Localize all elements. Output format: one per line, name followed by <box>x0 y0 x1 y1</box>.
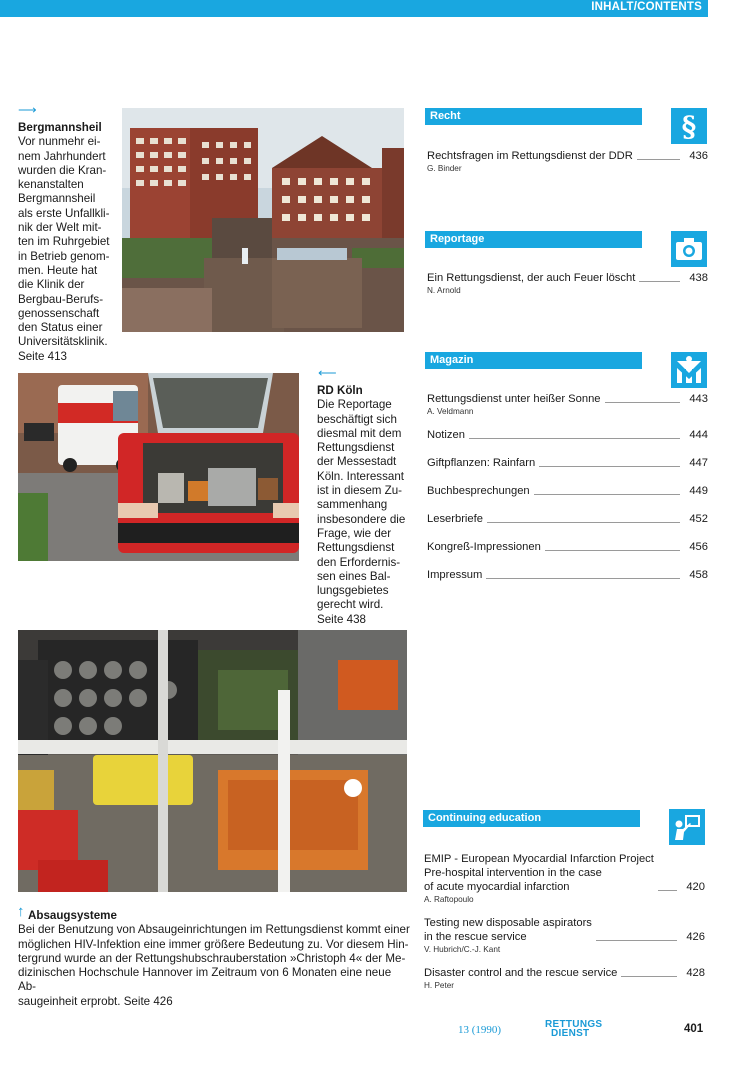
toc-title: Notizen <box>427 429 465 441</box>
toc-author: H. Peter <box>424 981 455 990</box>
header-bar <box>0 0 708 17</box>
toc-title: Disaster control and the rescue service <box>424 967 618 979</box>
toc-page: 444 <box>689 429 708 441</box>
section-label: Continuing education <box>428 812 542 824</box>
leader-dots <box>486 578 680 579</box>
feature-title: Bergmannsheil <box>18 121 102 134</box>
toc-entry[interactable] <box>427 512 708 526</box>
header-title: INHALT/CONTENTS <box>591 1 702 13</box>
toc-entry[interactable] <box>427 428 708 442</box>
toc-page: 436 <box>689 150 708 162</box>
toc-title: Leserbriefe <box>427 513 483 525</box>
arrow-left-icon: ⟵ <box>318 365 337 380</box>
toc-entry[interactable] <box>427 540 708 554</box>
toc-page: 426 <box>686 931 705 943</box>
feature-title: Absaugsysteme <box>28 909 117 922</box>
section-label: Recht <box>430 110 461 122</box>
feature-text: Vor nunmehr ei- nem Jahrhundert wurden die Kran- kenanstalten Bergmannsheil als erste Unfallkli- nik der Welt mit- ten im Ruhrgebiet in Betrieb genom- men. Heute hat die Klinik der Bergbau-Berufs- genossenschaft den Status einer Universitätsklinik. Seite 413 <box>18 135 110 363</box>
logo-bottom-text: DIENST <box>551 1028 590 1039</box>
feature-title: RD Köln <box>317 384 363 397</box>
arrow-up-icon: ↑ <box>17 903 25 920</box>
toc-title: Testing new disposable aspirators in the rescue service <box>424 917 592 943</box>
toc-entry[interactable] <box>427 484 708 498</box>
toc-page: 452 <box>689 513 708 525</box>
toc-entry[interactable] <box>424 966 705 991</box>
toc-title: Rechtsfragen im Rettungsdienst der DDR <box>427 150 633 162</box>
feature-text: Die Reportage beschäftigt sich diesmal mit dem Rettungsdienst der Messestadt Köln. Interessant ist in diesem Zu- sammenhang insbesondere die Frage, wie der Rettungsdienst den Erfordernis- sen eines Bal- lungsgebietes gerecht wird. Seite 438 <box>317 398 406 626</box>
toc-page: 420 <box>686 881 705 893</box>
section-label: Reportage <box>430 233 485 245</box>
toc-author: A. Raftopoulo <box>424 895 474 904</box>
toc-page: 456 <box>689 541 708 553</box>
toc-author: V. Hubrich/C.-J. Kant <box>424 945 501 954</box>
feature-rd-koeln <box>317 384 417 627</box>
leader-dots <box>621 976 677 977</box>
magazine-m-icon <box>671 352 707 388</box>
leader-dots <box>487 522 680 523</box>
toc-title: Giftpflanzen: Rainfarn <box>427 457 536 469</box>
section-header-recht <box>425 108 642 125</box>
toc-page: 428 <box>686 967 705 979</box>
photo-helicopter-interior <box>18 630 407 892</box>
leader-dots <box>534 494 680 495</box>
magazine-logo <box>545 1020 602 1038</box>
paragraph-icon <box>671 108 707 144</box>
toc-page: 449 <box>689 485 708 497</box>
logo-top-text: RETTUNGS <box>545 1019 603 1030</box>
toc-entry[interactable] <box>427 456 708 470</box>
camera-icon <box>671 231 707 267</box>
toc-entry[interactable] <box>427 149 708 174</box>
teacher-icon <box>669 809 705 845</box>
toc-page: 447 <box>689 457 708 469</box>
toc-title: Kongreß-Impressionen <box>427 541 541 553</box>
feature-bergmannsheil <box>18 121 118 364</box>
toc-page: 458 <box>689 569 708 581</box>
toc-entry[interactable] <box>427 568 708 582</box>
leader-dots <box>545 550 680 551</box>
toc-title: Rettungsdienst unter heißer Sonne <box>427 393 601 405</box>
svg-text:§: § <box>681 111 697 141</box>
arrow-right-icon: ⟶ <box>18 102 37 117</box>
leader-dots <box>469 438 680 439</box>
feature-text: Bei der Benutzung von Absaugeinrichtungen im Rettungsdienst kommt einer möglichen HIV-Infektion eine immer größere Bedeutung zu. Vor diesem Hin- tergrund wurde an der Rettungshubschrauberstation »Christoph 4« der Me- dizinischen Hochschule Hannover im Zeitraum von 6 Monaten eine neue Ab- saugeinheit erprobt. Seite 426 <box>18 923 410 1008</box>
toc-author: N. Arnold <box>427 286 461 295</box>
leader-dots <box>596 940 677 941</box>
toc-entry[interactable] <box>427 271 708 296</box>
toc-page: 443 <box>689 393 708 405</box>
section-header-continuing-education <box>423 810 640 827</box>
page-number: 401 <box>684 1023 704 1035</box>
toc-entry[interactable] <box>424 916 705 955</box>
toc-page: 438 <box>689 272 708 284</box>
leader-dots <box>637 159 680 160</box>
toc-entry[interactable] <box>427 392 708 417</box>
photo-ambulance-car <box>18 373 299 561</box>
toc-title: Buchbesprechungen <box>427 485 530 497</box>
leader-dots <box>539 466 680 467</box>
leader-dots <box>639 281 680 282</box>
toc-title: EMIP - European Myocardial Infarction Project Pre-hospital intervention in the case of acute myocardial infarction <box>424 853 654 893</box>
issue-number: 13 (1990) <box>458 1024 502 1036</box>
leader-dots <box>658 890 677 891</box>
toc-author: G. Binder <box>427 164 462 173</box>
photo-hospital-building <box>122 108 404 332</box>
section-header-reportage <box>425 231 642 248</box>
toc-entry[interactable] <box>424 852 705 905</box>
toc-author: A. Veldmann <box>427 407 474 416</box>
section-header-magazin <box>425 352 642 369</box>
toc-title: Ein Rettungsdienst, der auch Feuer löscht <box>427 272 636 284</box>
toc-title: Impressum <box>427 569 483 581</box>
section-label: Magazin <box>430 354 474 366</box>
leader-dots <box>605 402 680 403</box>
feature-absaugsysteme <box>18 909 410 1009</box>
